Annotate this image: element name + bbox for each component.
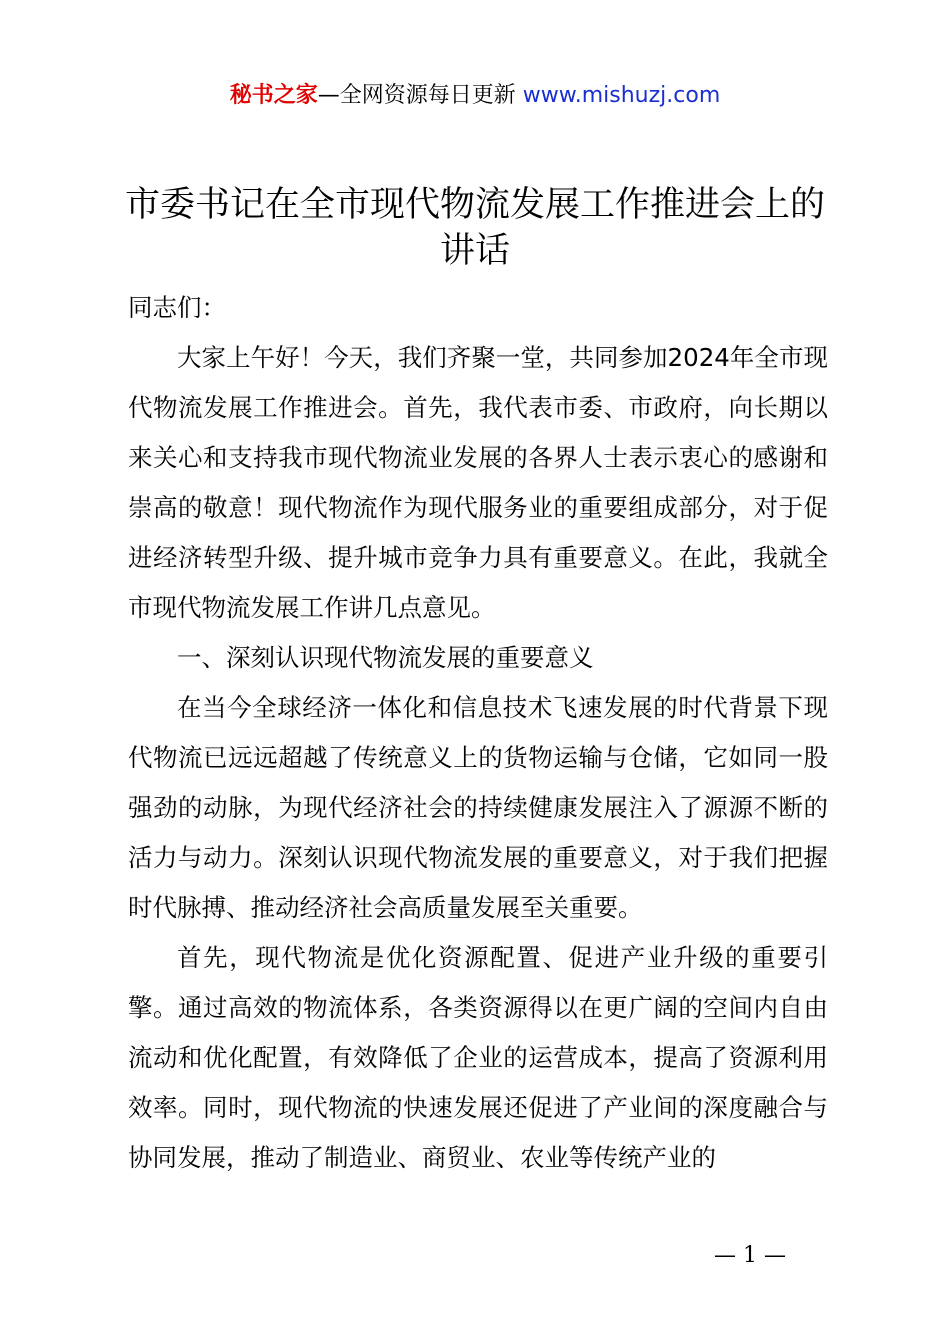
paragraph-intro: 大家上午好！今天，我们齐聚一堂，共同参加2024年全市现代物流发展工作推进会。首先，我代表市委、市政府，向长期以来关心和支持我市现代物流业发展的各界人士表示衷心的感谢和崇高的敬意！现代物流作为现代服务业的重要组成部分，对于促进经济转型升级、提升城市竞争力具有重要意义。在此，我就全市现代物流发展工作讲几点意见。 bbox=[128, 343, 828, 622]
section-heading-1: 一、深刻认识现代物流发展的重要意义 bbox=[177, 643, 594, 672]
greeting: 同志们： bbox=[128, 293, 226, 322]
site-header bbox=[0, 80, 950, 112]
header-url-link[interactable]: www.mishuzj.com bbox=[522, 83, 721, 108]
document-body bbox=[128, 283, 828, 1183]
header-slogan: —全网资源每日更新 bbox=[317, 83, 516, 108]
paragraph-first-point: 首先，现代物流是优化资源配置、促进产业升级的重要引擎。通过高效的物流体系，各类资源得以在更广阔的空间内自由流动和优化配置，有效降低了企业的运营成本，提高了资源利用效率。同时，现代物流的快速发展还促进了产业间的深度融合与协同发展，推动了制造业、商贸业、农业等传统产业的 bbox=[128, 943, 828, 1172]
document-title: 市委书记在全市现代物流发展工作推进会上的讲话 bbox=[124, 185, 825, 271]
header-brand: 秘书之家 bbox=[229, 83, 318, 108]
page-number: — 1 — bbox=[714, 1243, 786, 1268]
paragraph-background: 在当今全球经济一体化和信息技术飞速发展的时代背景下现代物流已远远超越了传统意义上的货物运输与仓储，它如同一股强劲的动脉，为现代经济社会的持续健康发展注入了源源不断的活力与动力。深刻认识现代物流发展的重要意义，对于我们把握时代脉搏、推动经济社会高质量发展至关重要。 bbox=[128, 693, 828, 922]
